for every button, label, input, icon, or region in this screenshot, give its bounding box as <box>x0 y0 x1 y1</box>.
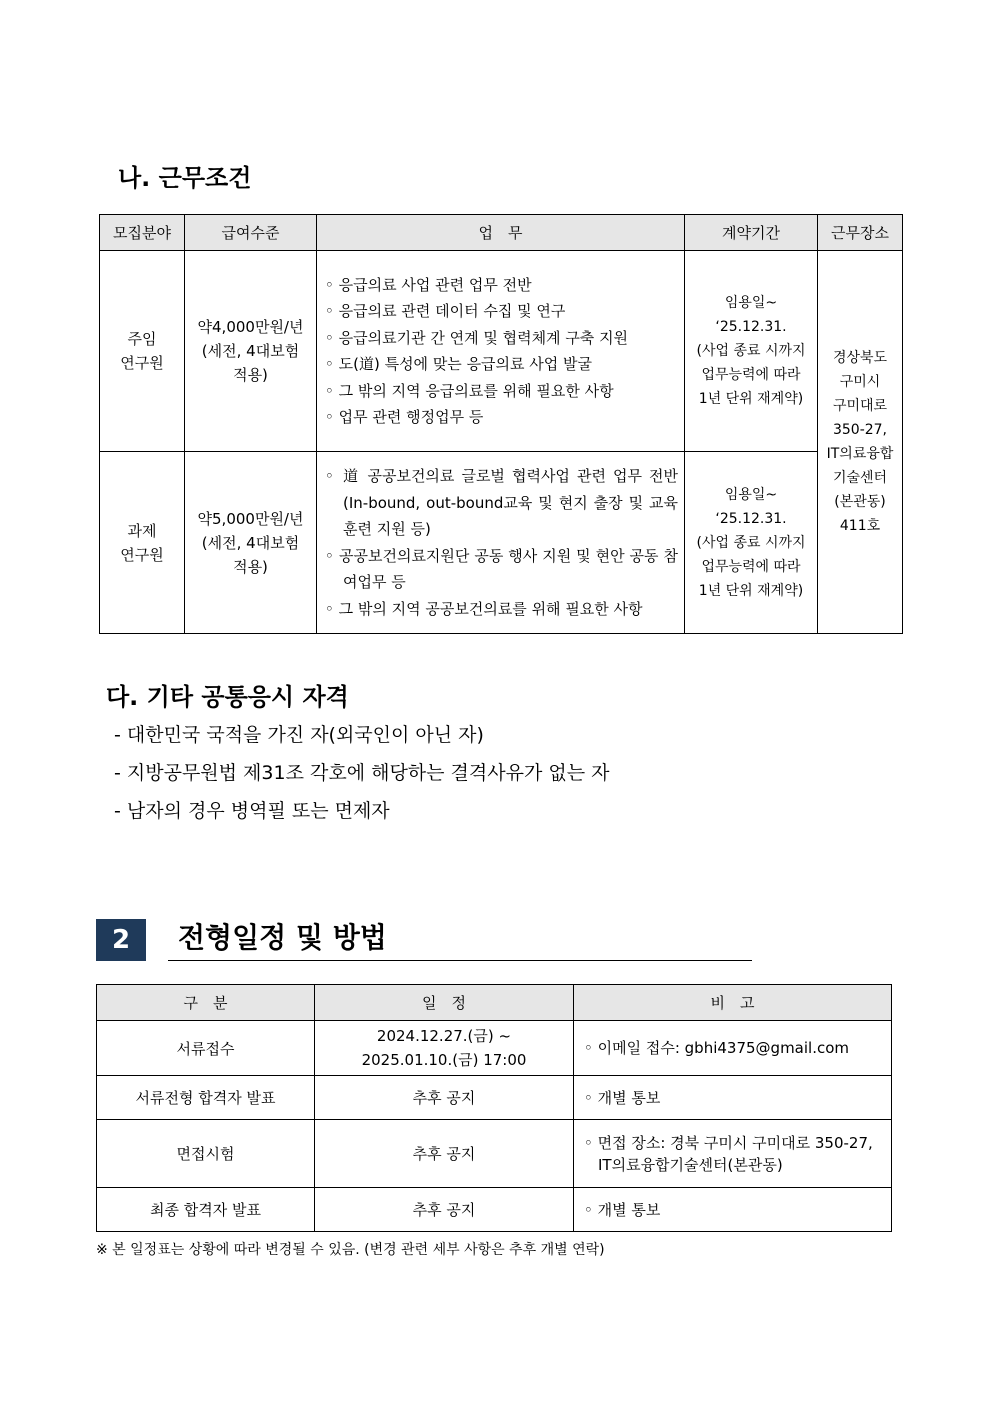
remarks-cell: ◦ 이메일 접수: gbhi4375@gmail.com <box>574 1021 892 1076</box>
category-cell: 서류전형 합격자 발표 <box>97 1076 315 1120</box>
schedule-cell: 추후 공지 <box>315 1188 574 1232</box>
col-header-duty: 업 무 <box>317 215 685 251</box>
qualification-item: - 지방공무원법 제31조 각호에 해당하는 결격사유가 없는 자 <box>114 762 610 784</box>
term-cell: 임용일~ ‘25.12.31. (사업 종료 시까지 업무능력에 따라 1년 단위 재계약) <box>685 452 818 634</box>
remarks-cell: ◦ 개별 통보 <box>574 1188 892 1232</box>
field-cell: 과제 연구원 <box>100 452 185 634</box>
section-underline <box>168 960 752 961</box>
schedule-cell: 추후 공지 <box>315 1120 574 1188</box>
qualifications-heading: 다. 기타 공통응시 자격 <box>106 683 349 711</box>
remarks-cell: ◦ 면접 장소: 경북 구미시 구미대로 350-27, IT의료융합기술센터(본관동) <box>574 1120 892 1188</box>
table-row <box>100 251 903 452</box>
col-header-schedule: 일 정 <box>315 985 574 1021</box>
category-cell: 면접시험 <box>97 1120 315 1188</box>
table-row <box>97 1188 892 1232</box>
duty-item: ◦ 그 밖의 지역 응급의료를 위해 필요한 사항 <box>325 381 614 400</box>
duty-item: ◦ 道 공공보건의료 글로벌 협력사업 관련 업무 전반 (In-bound, out-bound교육 및 현지 출장 및 교육훈련 지원 등) <box>325 467 678 538</box>
schedule-table <box>96 984 892 1232</box>
col-header-term: 계약기간 <box>685 215 818 251</box>
table-row <box>97 1120 892 1188</box>
duty-item: ◦ 응급의료기관 간 연계 및 협력체계 구축 지원 <box>325 328 629 347</box>
schedule-footnote: ※ 본 일정표는 상황에 따라 변경될 수 있음. (변경 관련 세부 사항은 추후 개별 연락) <box>96 1242 605 1258</box>
col-header-category: 구 분 <box>97 985 315 1021</box>
category-cell: 서류접수 <box>97 1021 315 1076</box>
duty-item: ◦ 업무 관련 행정업무 등 <box>325 408 484 426</box>
category-cell: 최종 합격자 발표 <box>97 1188 315 1232</box>
col-header-remarks: 비 고 <box>574 985 892 1021</box>
duty-item: ◦ 공공보건의료지원단 공동 행사 지원 및 현안 공동 참여업무 등 <box>325 546 678 591</box>
conditions-table <box>99 214 903 634</box>
conditions-heading: 나. 근무조건 <box>118 164 252 192</box>
salary-cell: 약5,000만원/년 (세전, 4대보험 적용) <box>185 452 317 634</box>
col-header-place: 근무장소 <box>818 215 903 251</box>
col-header-salary: 급여수준 <box>185 215 317 251</box>
section-number-badge: 2 <box>96 919 146 961</box>
qualification-item: - 남자의 경우 병역필 또는 면제자 <box>114 800 390 822</box>
duty-item: ◦ 그 밖의 지역 공공보건의료를 위해 필요한 사항 <box>325 599 643 618</box>
schedule-cell: 2024.12.27.(금) ~ 2025.01.10.(금) 17:00 <box>315 1021 574 1076</box>
schedule-cell: 추후 공지 <box>315 1076 574 1120</box>
table-row <box>100 452 903 634</box>
duty-item: ◦ 응급의료 사업 관련 업무 전반 <box>325 275 532 294</box>
qualification-item: - 대한민국 국적을 가진 자(외국인이 아닌 자) <box>114 724 484 746</box>
duty-cell <box>317 452 685 634</box>
remarks-cell: ◦ 개별 통보 <box>574 1076 892 1120</box>
duty-cell <box>317 251 685 452</box>
place-cell: 경상북도 구미시 구미대로 350-27, IT의료융합 기술센터 (본관동) 411호 <box>818 251 903 634</box>
col-header-field: 모집분야 <box>100 215 185 251</box>
field-cell: 주임 연구원 <box>100 251 185 452</box>
duty-item: ◦ 응급의료 관련 데이터 수집 및 연구 <box>325 302 566 320</box>
salary-cell: 약4,000만원/년 (세전, 4대보험 적용) <box>185 251 317 452</box>
term-cell: 임용일~ ‘25.12.31. (사업 종료 시까지 업무능력에 따라 1년 단위 재계약) <box>685 251 818 452</box>
duty-item: ◦ 도(道) 특성에 맞는 응급의료 사업 발굴 <box>325 355 593 373</box>
table-row <box>97 1076 892 1120</box>
table-row <box>97 1021 892 1076</box>
section-title: 전형일정 및 방법 <box>178 921 387 954</box>
